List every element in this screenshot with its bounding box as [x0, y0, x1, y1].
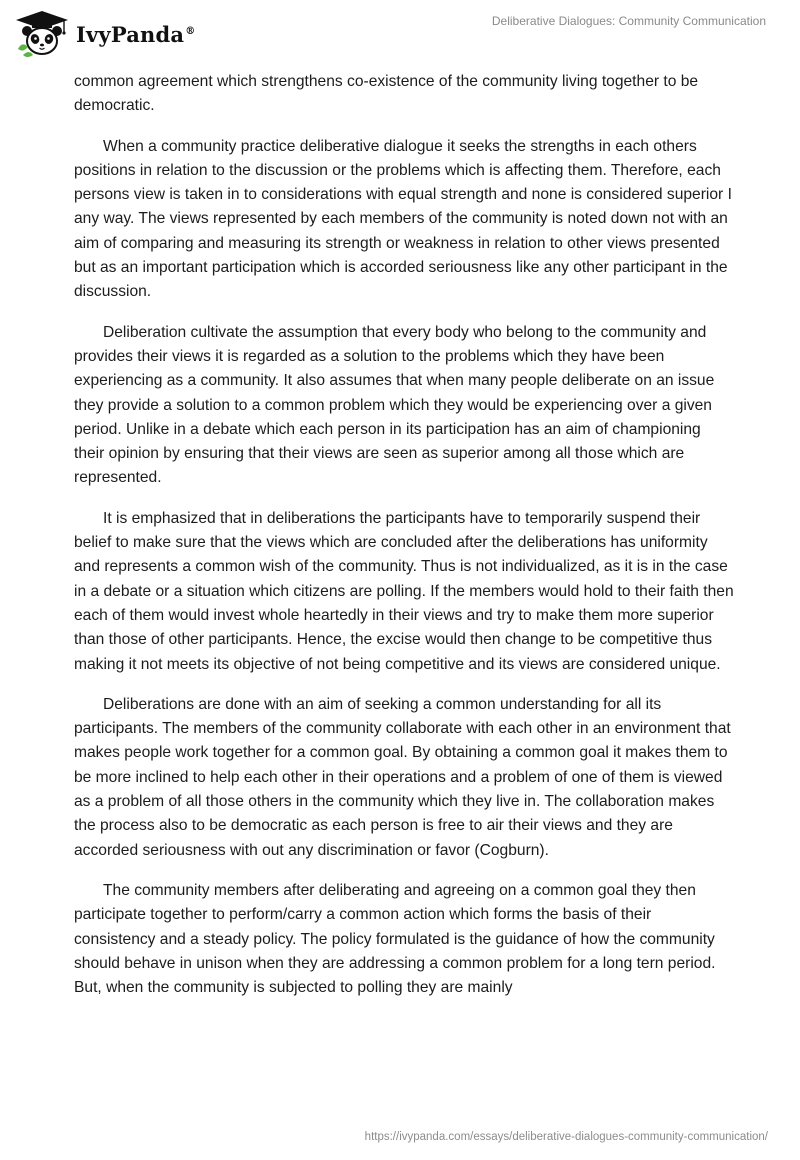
paragraph: The community members after deliberating and agreeing on a common goal they then participate together to perform/carry a common action which forms the basis of their consistency and a steady policy. The policy formulated is the guidance of how the community should behave in unison when they are addressing a common problem for a long tern period. But, when the community is subjected to polling they are mainly — [74, 881, 716, 997]
panda-mascot-icon — [14, 9, 70, 59]
paragraph: Deliberation cultivate the assumption that every body who belong to the community and provides their views it is regarded as a solution to the problems which they have been experiencing as a community. It also assumes that when many people deliberate on an issue they provide a solution to a common problem which they would be experiencing over a given period. Unlike in a debate which each person in its participation has an aim of championing their opinion by ensuring that their views are seen as superior among all those which are represented. — [74, 323, 715, 487]
paragraph: Deliberations are done with an aim of seeking a common understanding for all its participants. The members of the community collaborate with each other in an environment that makes people work together for a common goal. By obtaining a common goal it makes them to be more inclined to help each other in their operations and a problem of one of them is viewed as a problem of all those others in the community which they live in. The collaboration makes the process also to be democratic as each person is free to air their views and they are accorded seriousness with out any discrimination or favor (Cogburn). — [74, 695, 731, 859]
source-url-link[interactable]: https://ivypanda.com/essays/deliberative-dialogues-community-communication/ — [364, 1131, 768, 1143]
essay-body — [74, 70, 734, 1016]
ivypanda-logo[interactable] — [14, 9, 195, 59]
paragraph: When a community practice deliberative dialogue it seeks the strengths in each others positions in relation to the discussion or the problems which is affecting them. Therefore, each persons view is taken in to considerations with equal strength and none is considered superior I any way. The views represented by each members of the community is noted down not with an aim of comparing and measuring its strength or weakness in relation to other views presented but as an important participation which is accorded seriousness like any other participant in the discussion. — [74, 137, 732, 301]
page-header — [0, 0, 800, 70]
paragraph: common agreement which strengthens co-existence of the community living together to be democratic. — [74, 73, 699, 115]
paragraph: It is emphasized that in deliberations the participants have to temporarily suspend their belief to make sure that the views which are concluded after the deliberations has uniformity and represents a common wish of the community. Thus is not individualized, as it is in the case in a debate or a situation which citizens are polling. If the members would hold to their faith then each of them would invest whole heartedly in their views and try to make them more superior than those of other participants. Hence, the excise would then change to be competitive thus making it not meets its objective of not being competitive and its views are considered unique. — [74, 509, 734, 673]
brand-name: IvyPanda® — [76, 21, 196, 47]
document-title: Deliberative Dialogues: Community Communication — [491, 14, 766, 28]
